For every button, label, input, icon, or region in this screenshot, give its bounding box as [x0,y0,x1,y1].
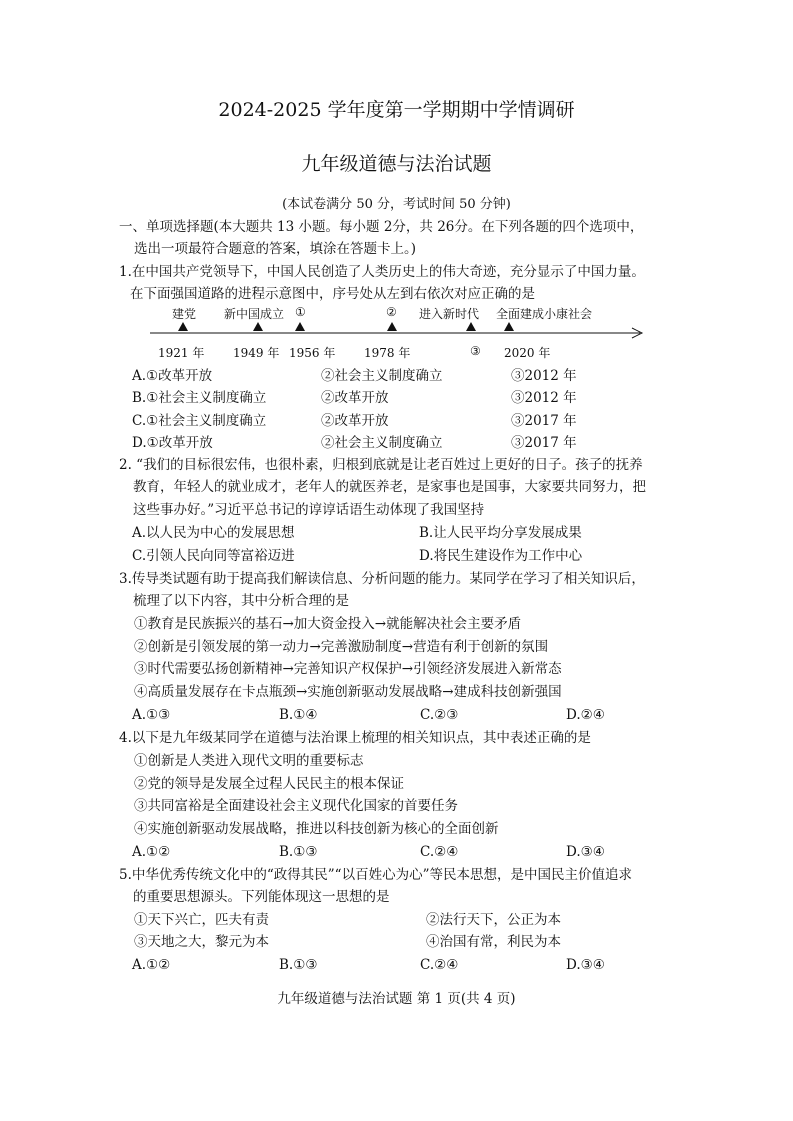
q1-option-a-3: ③2012 年 [511,368,577,384]
q5-item-2: ②法行天下，公正为本 [426,912,561,928]
timeline-year-1956: 1956 年 [289,346,336,360]
q4-option-b: B.①③ [279,844,318,860]
timeline-label-blank-2: ② [386,305,397,319]
q3-item-1: ①教育是民族振兴的基石→加大资金投入→就能解决社会主要矛盾 [134,616,522,632]
timeline-year-1949: 1949 年 [233,346,280,360]
q1-option-c-3: ③2017 年 [511,413,577,429]
q5-option-a: A.①② [132,957,171,973]
q4-option-c: C.②④ [420,844,459,860]
q3-item-4: ④高质量发展存在卡点瓶颈→实施创新驱动发展战略→建成科技创新强国 [134,684,562,700]
q2-option-d: D.将民生建设作为工作中心 [419,548,583,564]
timeline-label-blank-1: ① [295,305,306,319]
q4-option-a: A.①② [132,844,171,860]
q3-option-c: C.②③ [420,707,459,723]
q5-item-1: ①天下兴亡，匹夫有责 [134,912,269,928]
q1-option-d-2: ②社会主义制度确立 [321,435,443,451]
q5-option-b: B.①③ [279,957,318,973]
q5-stem: 5.中华优秀传统文化中的“政得其民”“以百姓心为心”等民本思想，是中国民主价值追求 [119,867,632,883]
timeline-axis [150,326,650,340]
q3-item-2: ②创新是引领发展的第一动力→完善激励制度→营造有利于创新的氛围 [134,639,549,655]
q4-item-1: ①创新是人类进入现代文明的重要标志 [134,753,364,769]
q3-option-d: D.②④ [566,707,605,723]
q2-option-a: A.以人民为中心的发展思想 [132,525,295,541]
q1-option-b-1: B.①社会主义制度确立 [132,390,267,406]
q1-option-c-1: C.①社会主义制度确立 [132,413,267,429]
q1-stem: 1.在中国共产党领导下，中国人民创造了人类历史上的伟大奇迹，充分显示了中国力量。 [119,264,645,280]
q2-option-b: B.让人民平均分享发展成果 [419,525,582,541]
q3-item-3: ③时代需要弘扬创新精神→完善知识产权保护→引领经济发展进入新常态 [134,661,562,677]
q5-stem-cont: 的重要思想源头。下列能体现这一思想的是 [133,889,390,905]
q3-stem-cont: 梳理了以下内容，其中分析合理的是 [133,593,349,609]
timeline-label-xiaokang: 全面建成小康社会 [496,307,593,321]
q4-item-4: ④实施创新驱动发展战略，推进以科技创新为核心的全面创新 [134,821,499,837]
q2-option-c: C.引领人民向同等富裕迈进 [132,548,295,564]
q1-option-b-3: ③2012 年 [511,390,577,406]
section-heading: 一、单项选择题(本大题共 13 小题。每小题 2分，共 26分。在下列各题的四个选项中， [119,219,644,235]
timeline-label-prc-founding: 新中国成立 [224,307,285,321]
exam-note: (本试卷满分 50 分，考试时间 50 分钟) [282,197,511,212]
timeline-year-1978: 1978 年 [364,346,411,360]
q1-option-b-2: ②改革开放 [321,390,389,406]
q1-option-d-3: ③2017 年 [511,435,577,451]
page-subtitle: 九年级道德与法治试题 [301,153,492,175]
timeline-year-2020: 2020 年 [504,346,551,360]
timeline-label-new-era: 进入新时代 [419,307,480,321]
q4-option-d: D.③④ [566,844,605,860]
q5-item-4: ④治国有常，利民为本 [426,934,561,950]
q1-stem-cont: 在下面强国道路的进程示意图中，序号处从左到右依次对应正确的是 [130,286,535,302]
section-heading-cont: 选出一项最符合题意的答案，填涂在答题卡上。) [134,241,417,257]
q4-item-3: ③共同富裕是全面建设社会主义现代化国家的首要任务 [134,798,458,814]
q3-option-b: B.①④ [279,707,318,723]
q1-option-a-2: ②社会主义制度确立 [321,368,443,384]
q4-item-2: ②党的领导是发展全过程人民民主的根本保证 [134,776,404,792]
q3-option-a: A.①③ [132,707,171,723]
timeline-year-1921: 1921 年 [158,346,205,360]
page-footer: 九年级道德与法治试题 第 1 页(共 4 页) [277,991,516,1007]
q4-stem: 4.以下是九年级某同学在道德与法治课上梳理的相关知识点，其中表述正确的是 [119,730,591,746]
q1-option-d-1: D.①改革开放 [132,435,213,451]
q2-stem-cont-1: 教育，年轻人的就业成才，老年人的就医养老，是家事也是国事，大家要共同努力，把 [133,479,646,495]
q5-option-d: D.③④ [566,957,605,973]
q5-option-c: C.②④ [420,957,459,973]
page-title: 2024-2025 学年度第一学期期中学情调研 [218,99,575,121]
q1-option-c-2: ②改革开放 [321,413,389,429]
timeline-label-party-founding: 建党 [172,307,197,321]
q2-stem-cont-2: 这些事办好。”习近平总书记的谆谆话语生动体现了我国坚持 [133,502,485,518]
q5-item-3: ③天地之大，黎元为本 [134,934,269,950]
q2-stem: 2. “我们的目标很宏伟，也很朴素，归根到底就是让老百姓过上更好的日子。孩子的抚养 [119,457,643,473]
q3-stem: 3.传导类试题有助于提高我们解读信息、分析问题的能力。某同学在学习了相关知识后， [119,571,645,587]
q1-option-a-1: A.①改革开放 [132,368,213,384]
timeline-year-blank-3: ③ [470,344,481,358]
